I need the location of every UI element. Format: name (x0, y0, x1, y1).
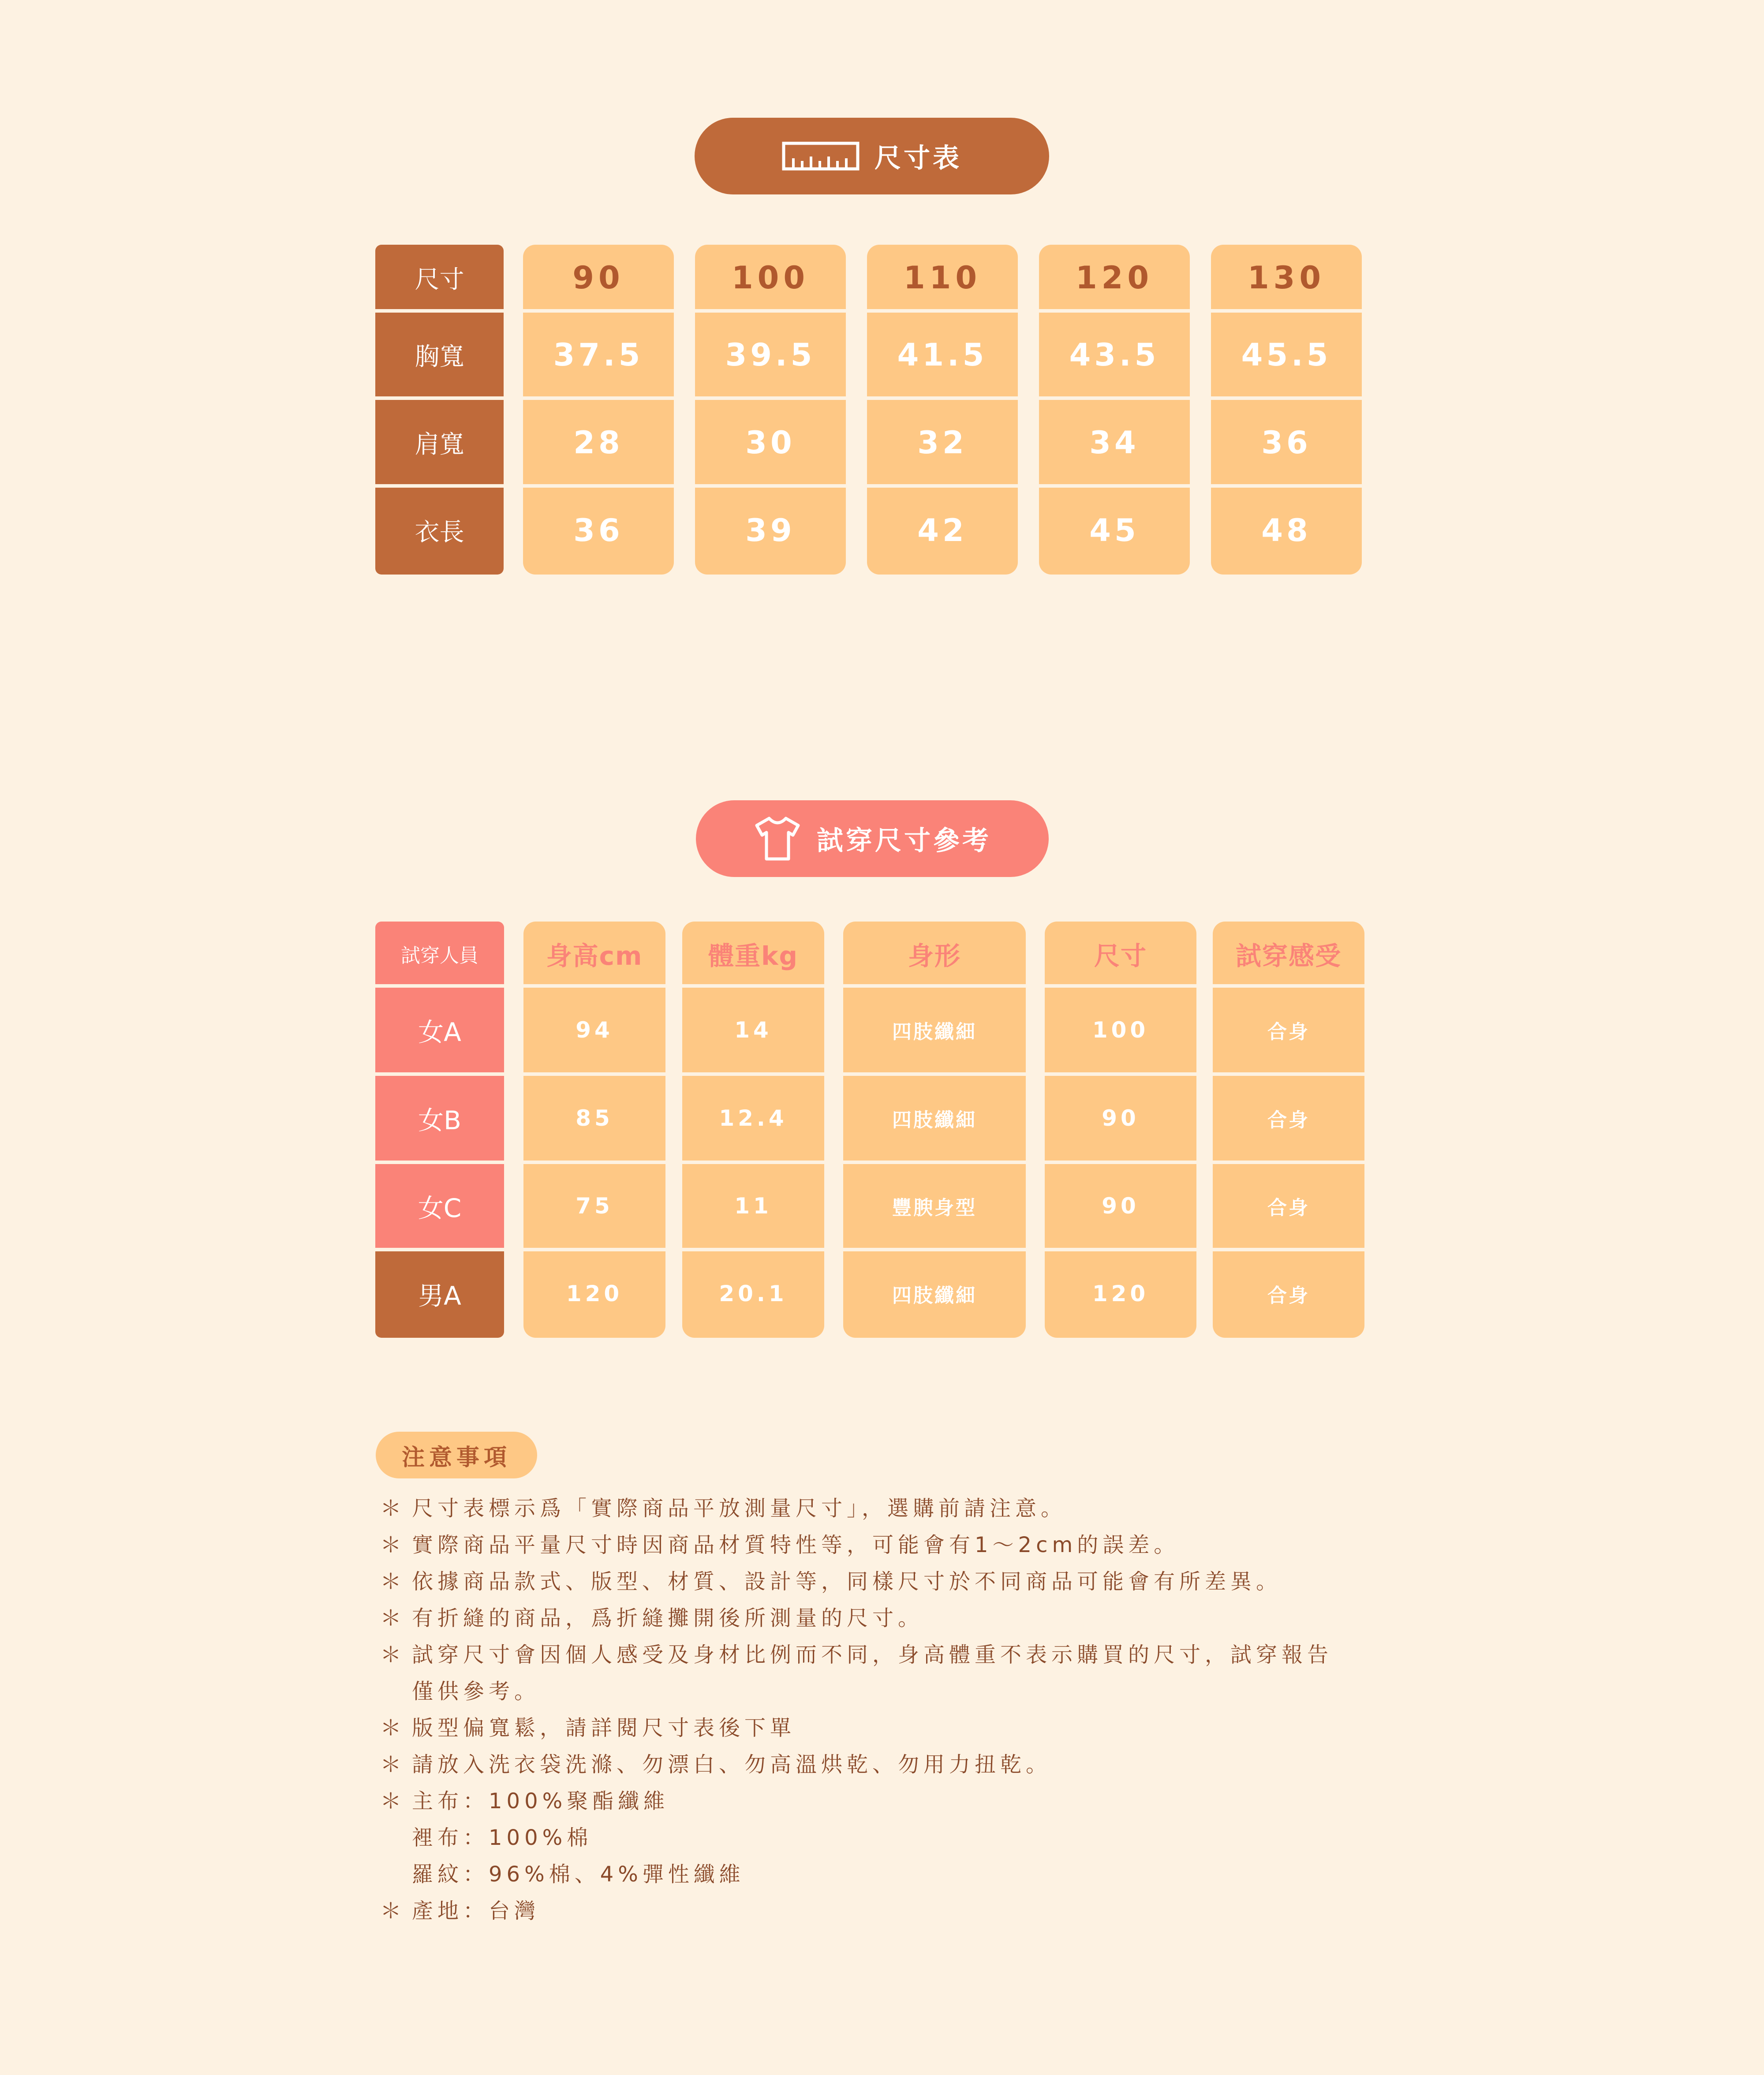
body-shape-value: 豐腴身型 (892, 1197, 977, 1219)
chest-value: 43.5 (1069, 337, 1160, 373)
size-column-120 (1039, 245, 1190, 575)
try-on-title-pill (696, 800, 1049, 877)
note-line (380, 1893, 1394, 1929)
note-text: 羅紋：96%棉、4%彈性纖維 (412, 1862, 745, 1887)
note-text: 主布：100%聚酯纖維 (412, 1789, 669, 1814)
notes-list (380, 1490, 1394, 1929)
size-value: 90 (572, 260, 624, 296)
size-value: 100 (731, 260, 810, 296)
size-value: 120 (1075, 260, 1154, 296)
size-value: 130 (1247, 260, 1326, 296)
fit-feel-value: 合身 (1267, 1021, 1310, 1043)
note-text: 實際商品平量尺寸時因商品材質特性等，可能會有1～2cm的誤差。 (412, 1533, 1180, 1557)
asterisk-icon: ＊ (380, 1533, 406, 1557)
fit-feel-value: 合身 (1267, 1109, 1310, 1131)
row-divider (368, 1248, 1378, 1251)
asterisk-icon: ＊ (380, 1642, 406, 1667)
asterisk-icon: ＊ (380, 1606, 406, 1631)
t-shirt-icon (753, 816, 802, 862)
asterisk-icon: ＊ (380, 1569, 406, 1594)
chest-value: 45.5 (1241, 337, 1332, 373)
size-column-110 (867, 245, 1018, 575)
person-label: 女A (375, 986, 504, 1074)
height-value: 75 (576, 1193, 613, 1219)
body-shape-value: 四肢纖細 (892, 1021, 977, 1043)
height-value: 94 (576, 1017, 613, 1043)
column-header: 尺寸 (1094, 941, 1147, 971)
shoulder-value: 28 (573, 424, 624, 461)
try-on-title: 試穿尺寸參考 (817, 825, 991, 856)
note-text: 僅供參考。 (412, 1679, 540, 1704)
note-line (380, 1710, 1394, 1747)
row-divider (368, 309, 1378, 313)
fit-feel-value: 合身 (1267, 1284, 1310, 1307)
person-label: 女C (375, 1162, 504, 1250)
tried-size-value: 90 (1102, 1105, 1140, 1131)
column-header: 試穿感受 (1235, 941, 1342, 971)
note-line (380, 1490, 1394, 1527)
row-divider (368, 396, 1378, 400)
fit-feel-value: 合身 (1267, 1197, 1310, 1219)
note-line (380, 1747, 1394, 1783)
shoulder-value: 30 (745, 424, 796, 461)
note-line (380, 1856, 1394, 1893)
note-line (380, 1783, 1394, 1820)
tried-size-value: 100 (1092, 1017, 1149, 1043)
size-column-90 (523, 245, 674, 575)
height-value: 85 (576, 1105, 613, 1131)
shoulder-value: 34 (1089, 424, 1140, 461)
row-label-shoulder: 肩寬 (415, 430, 464, 459)
note-line (380, 1820, 1394, 1856)
note-text: 請放入洗衣袋洗滌、勿漂白、勿高溫烘乾、勿用力扭乾。 (412, 1752, 1052, 1777)
length-value: 45 (1089, 512, 1140, 549)
size-column-100 (695, 245, 846, 575)
size-chart-row-labels (375, 245, 504, 575)
corner-label: 試穿人員 (375, 922, 504, 986)
row-label-chest: 胸寬 (415, 343, 464, 371)
note-text: 尺寸表標示爲「實際商品平放測量尺寸」，選購前請注意。 (412, 1496, 1067, 1521)
length-value: 42 (917, 512, 968, 549)
asterisk-icon: ＊ (380, 1752, 406, 1777)
size-chart-title-pill (695, 118, 1049, 194)
ruler-icon (782, 142, 860, 171)
note-line (380, 1527, 1394, 1564)
asterisk-icon: ＊ (380, 1789, 406, 1814)
length-value: 48 (1261, 512, 1312, 549)
size-value: 110 (903, 260, 982, 296)
row-divider (368, 1161, 1378, 1164)
body-shape-value: 四肢纖細 (892, 1109, 977, 1131)
weight-value: 12.4 (719, 1105, 788, 1131)
note-text: 裡布：100%棉 (412, 1825, 593, 1850)
row-label-size: 尺寸 (415, 265, 464, 294)
asterisk-icon: ＊ (380, 1716, 406, 1740)
body-shape-value: 四肢纖細 (892, 1284, 977, 1307)
note-text: 試穿尺寸會因個人感受及身材比例而不同，身高體重不表示購買的尺寸，試穿報告 (412, 1642, 1333, 1667)
weight-value: 11 (734, 1193, 772, 1219)
row-divider (368, 1072, 1378, 1076)
height-value: 120 (566, 1281, 623, 1306)
note-text: 產地：台灣 (412, 1899, 540, 1923)
column-header: 體重kg (708, 941, 799, 971)
asterisk-icon: ＊ (380, 1496, 406, 1521)
notes-title-badge (376, 1432, 537, 1478)
shoulder-value: 32 (917, 424, 968, 461)
person-label: 男A (375, 1250, 504, 1338)
tried-size-value: 120 (1092, 1281, 1149, 1306)
note-line (380, 1600, 1394, 1637)
chest-value: 41.5 (897, 337, 988, 373)
row-divider (368, 484, 1378, 488)
row-label-length: 衣長 (415, 518, 464, 547)
tried-size-value: 90 (1102, 1193, 1140, 1219)
note-text: 版型偏寬鬆，請詳閱尺寸表後下單 (412, 1716, 796, 1740)
weight-value: 20.1 (719, 1281, 788, 1306)
column-header: 身形 (908, 941, 961, 971)
note-line (380, 1673, 1394, 1710)
size-chart-title: 尺寸表 (875, 143, 962, 174)
note-text: 有折縫的商品，爲折縫攤開後所測量的尺寸。 (412, 1606, 924, 1631)
chest-value: 39.5 (725, 337, 816, 373)
chest-value: 37.5 (553, 337, 644, 373)
column-header: 身高cm (546, 941, 643, 971)
note-text: 依據商品款式、版型、材質、設計等，同樣尺寸於不同商品可能會有所差異。 (412, 1569, 1282, 1594)
row-divider (368, 984, 1378, 988)
length-value: 39 (745, 512, 796, 549)
length-value: 36 (573, 512, 624, 549)
size-column-130 (1211, 245, 1362, 575)
note-line (380, 1564, 1394, 1600)
shoulder-value: 36 (1261, 424, 1312, 461)
note-line (380, 1637, 1394, 1673)
weight-value: 14 (734, 1017, 772, 1043)
asterisk-icon: ＊ (380, 1899, 406, 1923)
notes-title: 注意事項 (401, 1444, 511, 1471)
person-label: 女B (375, 1074, 504, 1162)
